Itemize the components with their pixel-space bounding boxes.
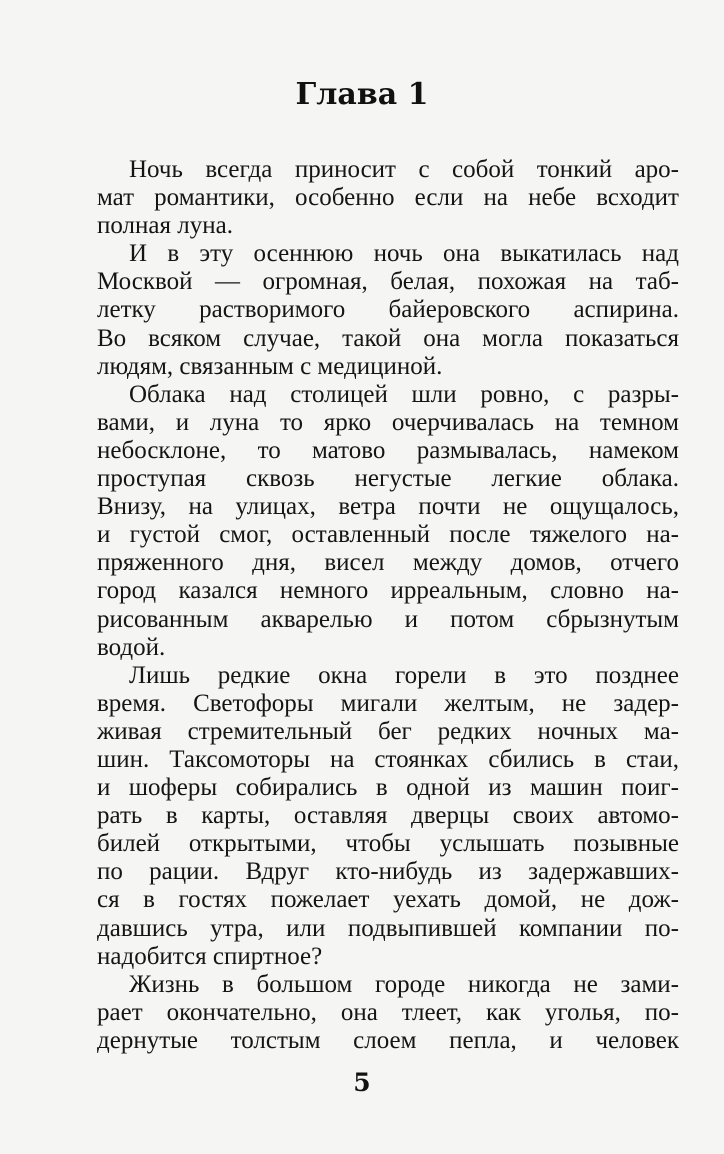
paragraph-3	[97, 381, 679, 662]
text-line: Во всяком случае, такой она могла показаться	[97, 324, 679, 352]
text-line: полная луна.	[97, 212, 233, 240]
chapter-title: Глава 1	[295, 77, 429, 112]
paragraph-1	[97, 156, 679, 240]
text-line: время. Светофоры мигали желтым, не задер-	[97, 689, 679, 717]
text-line: вами, и луна то ярко очерчивалась на темном	[97, 408, 679, 436]
text-line: Ночь всегда приносит с собой тонкий аро-	[129, 156, 679, 183]
text-line: давшись утра, или подвыпившей компании по-	[97, 914, 679, 942]
text-line: Облака над столицей шли ровно, с разры-	[129, 380, 679, 408]
paragraph-2	[97, 240, 679, 380]
text-line: надобится спиртное?	[97, 942, 323, 970]
text-line: рать в карты, оставляя дверцы своих автомо-	[97, 802, 679, 830]
text-line: город казался немного ирреальным, словно на-	[97, 577, 679, 605]
text-line: Лишь редкие окна горели в это позднее	[129, 661, 679, 689]
text-line: билей открытыми, чтобы услышать позывные	[97, 830, 679, 858]
text-line: мат романтики, особенно если на небе всходит	[97, 184, 679, 212]
text-line: небосклоне, то матово размывалась, намеком	[97, 436, 679, 464]
text-line: Жизнь в большом городе никогда не зами-	[129, 970, 679, 998]
text-line: людям, связанным с медициной.	[97, 352, 443, 380]
text-line: дернутые толстым слоем пепла, и человек	[97, 1026, 679, 1054]
text-line: летку растворимого байеровского аспирина.	[97, 296, 679, 324]
text-line: пряженного дня, висел между домов, отчего	[97, 549, 679, 577]
text-line: и шоферы собирались в одной из машин поиг-	[97, 774, 679, 802]
text-line: шин. Таксомоторы на стоянках сбились в стаи,	[97, 745, 679, 773]
body-text	[97, 156, 679, 1055]
paragraph-4	[97, 662, 679, 971]
text-line: рает окончательно, она тлеет, как уголья, по-	[97, 998, 679, 1026]
paragraph-5	[97, 971, 679, 1055]
text-line: И в эту осеннюю ночь она выкатилась над	[129, 240, 679, 268]
page-number: 5	[353, 1068, 371, 1097]
text-line: и густой смог, оставленный после тяжелого на-	[97, 521, 679, 549]
text-line: по рации. Вдруг кто-нибудь из задержавших-	[97, 858, 679, 886]
text-line: водой.	[97, 633, 166, 661]
text-line: ся в гостях пожелает уехать домой, не дож-	[97, 886, 679, 914]
text-line: Москвой — огромная, белая, похожая на таб-	[97, 268, 679, 296]
text-line: живая стремительный бег редких ночных ма-	[97, 717, 679, 745]
text-line: Внизу, на улицах, ветра почти не ощущалось,	[97, 493, 679, 521]
text-line: проступая сквозь негустые легкие облака.	[97, 465, 679, 493]
text-line: рисованным акварелью и потом сбрызнутым	[97, 605, 679, 633]
